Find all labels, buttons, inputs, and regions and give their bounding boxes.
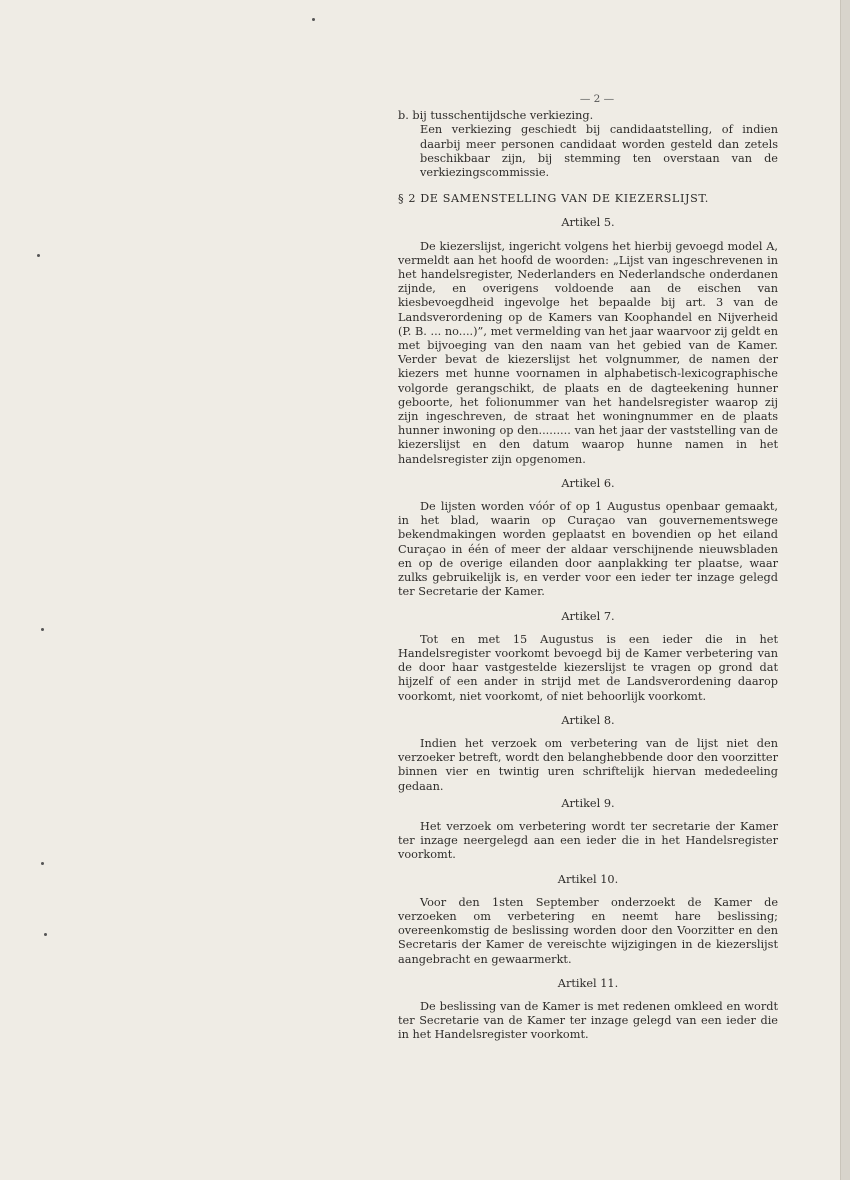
text-column (398, 92, 778, 1043)
article-text: De kiezerslijst, ingericht volgens het hierbij gevoegd model A, vermeldt aan het hoofd de woorden: „Lijst van ingeschrevenen in het handelsregister, Nederlanders en Nederlandsche onderdanen zijnde, en overigens voldoende aan de eischen van kiesbevoegdheid ingevolge het bepaalde bij art. 3 van de Landsverordening op de Kamers van Koophandel en Nijverheid (P. B. ... no....)”, met vermelding van het jaar waarvoor zij geldt en met bijvoeging van den naam van het gebied van de Kamer. Verder bevat de kiezerslijst het volgnummer, de namen der kiezers met hunne voornamen in alphabetisch-lexicographische volgorde gerangschikt, de plaats en de dagteekening hunner geboorte, het folionummer van het handelsregister waarop zij zijn ingeschreven, de straat het woningnummer en de plaats hunner inwoning op den......... van het jaar der vaststelling van de kiezerslijst en den datum waarop hunne namen in het handelsregister zijn opgenomen. (398, 239, 778, 466)
binding-hole-mark (41, 862, 44, 865)
article-text: Voor den 1sten September onderzoekt de Kamer de verzoeken om verbetering en neemt hare beslissing; overeenkomstig de beslissing worden door den Voorzitter en den Secretaris der Kamer de vereischte wijzigingen in de kiezerslijst aangebracht en gewaarmerkt. (398, 895, 778, 966)
intro-item-b: b. bij tusschentijdsche verkiezing. (398, 109, 594, 123)
article-text: Tot en met 15 Augustus is een ieder die in het Handelsregister voorkomt bevoegd bij de Kamer verbetering van de door haar vastgestelde kiezerslijst te vragen op grond dat hijzelf of een ander in strijd met de Landsverordening daarop voorkomt, niet voorkomt, of niet behoorlijk voorkomt. (398, 632, 778, 703)
binding-hole-mark (312, 18, 315, 21)
binding-hole-mark (37, 254, 40, 257)
intro-paragraph: Een verkiezing geschiedt bij candidaatstelling, of indien daarbij meer personen candidaat worden gesteld dan zetels beschikbaar zijn, bij stemming ten overstaan van de verkiezingscommissie. (420, 123, 778, 180)
article-text: Het verzoek om verbetering wordt ter secretarie der Kamer ter inzage neergelegd aan een ieder die in het Handelsregister voorkomt. (398, 819, 778, 862)
article-text: Indien het verzoek om verbetering van de lijst niet den verzoeker betreft, wordt den belanghebbende door den voorzitter binnen vier en twintig uren schriftelijk hiervan mededeeling gedaan. (398, 736, 778, 793)
article-title: Artikel 6. (561, 476, 615, 490)
article-text: De beslissing van de Kamer is met redenen omkleed en wordt ter Secretarie van de Kamer ter inzage gelegd van een ieder die in het Handelsregister voorkomt. (398, 999, 778, 1042)
article-text: De lijsten worden vóór of op 1 Augustus openbaar gemaakt, in het blad, waarin op Curaçao van gouvernementswege bekendmakingen worden geplaatst en bovendien op het eiland Curaçao in één of meer der aldaar verschijnende nieuwsbladen en op de overige eilanden door aanplakking ter plaatse, waar zulks gebruikelijk is, en verder voor een ieder ter inzage gelegd ter Secretarie der Kamer. (398, 500, 778, 599)
article-title: Artikel 8. (561, 713, 615, 727)
article-title: Artikel 7. (561, 609, 615, 623)
binding-hole-mark (44, 933, 47, 936)
page-number: — 2 — (579, 93, 615, 105)
section-heading: § 2 DE SAMENSTELLING VAN DE KIEZERSLIJST. (398, 192, 709, 206)
article-title: Artikel 9. (561, 796, 615, 810)
binding-hole-mark (41, 628, 44, 631)
article-title: Artikel 10. (557, 872, 619, 886)
article-title: Artikel 5. (561, 216, 615, 230)
article-title: Artikel 11. (557, 976, 619, 990)
